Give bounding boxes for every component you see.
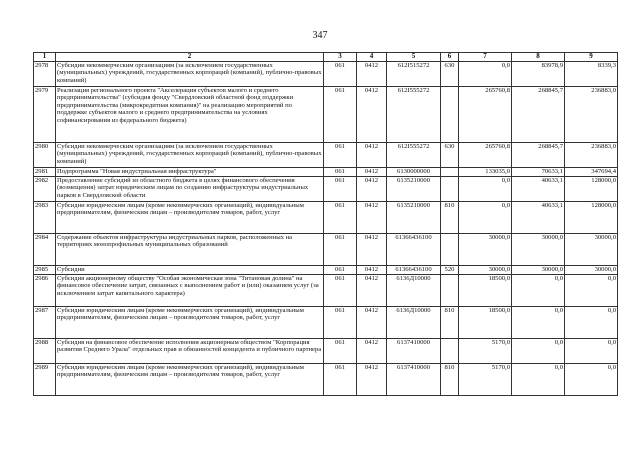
table-header-row	[34, 53, 618, 62]
row-code-ministry: 061	[324, 339, 357, 364]
row-number: 2980	[34, 143, 56, 168]
row-code-section: 0412	[357, 87, 387, 143]
row-amount-2: 0,0	[512, 275, 565, 307]
row-code-target: 612I555272	[387, 87, 441, 143]
row-number: 2982	[34, 177, 56, 202]
row-number: 2986	[34, 275, 56, 307]
row-code-ministry: 061	[324, 87, 357, 143]
row-name: Субсидии юридическим лицам (кроме некоммерческих организаций), индивидуальным предпринимателям, физическим лицам – производителям товаров, работ, услуг	[56, 202, 324, 234]
table-row	[34, 234, 618, 266]
header-cell: 9	[565, 53, 618, 62]
row-code-type: 630	[441, 143, 459, 168]
row-amount-3: 236883,0	[565, 87, 618, 143]
row-amount-3: 30000,0	[565, 266, 618, 275]
row-amount-3: 30000,0	[565, 234, 618, 266]
row-name: Реализация регионального проекта "Акселерация субъектов малого и среднего предпринимательства" (субсидия фонду "Свердловский областной фонд поддержки предпринимательства (микрокредитная компания)" на реализацию мероприятий по поддержке субъектов малого и среднего предпринимательства на условиях софинансирования из федерального бюджета)	[56, 87, 324, 143]
row-code-ministry: 061	[324, 62, 357, 87]
row-amount-2: 268845,7	[512, 87, 565, 143]
row-amount-1: 0,0	[459, 177, 512, 202]
row-amount-2: 0,0	[512, 307, 565, 339]
row-code-target: 61366436100	[387, 266, 441, 275]
row-number: 2987	[34, 307, 56, 339]
row-code-type: 810	[441, 202, 459, 234]
row-code-section: 0412	[357, 307, 387, 339]
table-row	[34, 177, 618, 202]
row-amount-3: 128000,0	[565, 202, 618, 234]
header-cell: 1	[34, 53, 56, 62]
row-code-section: 0412	[357, 62, 387, 87]
row-amount-1: 133035,0	[459, 168, 512, 177]
row-code-section: 0412	[357, 168, 387, 177]
row-code-section: 0412	[357, 143, 387, 168]
row-code-section: 0412	[357, 275, 387, 307]
row-code-section: 0412	[357, 177, 387, 202]
row-name: Субсидия акционерному обществу "Особая экономическая зона "Титановая долина" на финансовое обеспечение затрат, связанных с выполнением работ и (или) оказанием услуг (за исключением затрат капитального характера)	[56, 275, 324, 307]
row-amount-3: 347694,4	[565, 168, 618, 177]
row-amount-2: 30000,0	[512, 266, 565, 275]
table-row	[34, 62, 618, 87]
header-cell: 4	[357, 53, 387, 62]
row-amount-1: 0,0	[459, 202, 512, 234]
row-number: 2984	[34, 234, 56, 266]
table-row	[34, 87, 618, 143]
row-amount-3: 0,0	[565, 364, 618, 396]
table-row	[34, 168, 618, 177]
row-code-type	[441, 234, 459, 266]
row-code-type: 630	[441, 62, 459, 87]
budget-table	[33, 52, 618, 396]
row-name: Субсидии	[56, 266, 324, 275]
row-code-type	[441, 87, 459, 143]
row-amount-3: 128000,0	[565, 177, 618, 202]
row-name: Субсидия на финансовое обеспечение исполнения акционерным обществом "Корпорация развития Среднего Урала" отдельных прав и обязанностей концедента и публичного партнера	[56, 339, 324, 364]
row-amount-1: 18500,0	[459, 307, 512, 339]
row-code-type: 810	[441, 307, 459, 339]
row-amount-1: 30000,0	[459, 234, 512, 266]
row-code-type	[441, 177, 459, 202]
row-code-ministry: 061	[324, 275, 357, 307]
page-number: 347	[312, 30, 328, 41]
row-number: 2989	[34, 364, 56, 396]
row-amount-3: 0,0	[565, 307, 618, 339]
row-amount-3: 8339,3	[565, 62, 618, 87]
row-code-ministry: 061	[324, 177, 357, 202]
row-amount-1: 5170,0	[459, 364, 512, 396]
row-code-target: 612I555272	[387, 143, 441, 168]
header-cell: 6	[441, 53, 459, 62]
row-code-section: 0412	[357, 202, 387, 234]
table-row	[34, 307, 618, 339]
row-name: Субсидии юридическим лицам (кроме некоммерческих организаций), индивидуальным предпринимателям, физическим лицам – производителям товаров, работ, услуг	[56, 307, 324, 339]
row-amount-1: 0,0	[459, 62, 512, 87]
row-amount-2: 30000,0	[512, 234, 565, 266]
row-code-ministry: 061	[324, 234, 357, 266]
row-code-section: 0412	[357, 266, 387, 275]
row-code-section: 0412	[357, 364, 387, 396]
row-amount-2: 40633,1	[512, 177, 565, 202]
row-code-type	[441, 339, 459, 364]
row-code-ministry: 061	[324, 307, 357, 339]
row-name: Подпрограмма "Новая индустриальная инфраструктура"	[56, 168, 324, 177]
row-number: 2988	[34, 339, 56, 364]
row-code-ministry: 061	[324, 168, 357, 177]
row-name: Субсидии некоммерческим организациям (за исключением государственных (муниципальных) учреждений, государственных корпораций (компаний), публично-правовых компаний)	[56, 143, 324, 168]
table-row	[34, 266, 618, 275]
row-number: 2981	[34, 168, 56, 177]
row-name: Содержание объектов инфраструктуры индустриальных парков, расположенных на территориях монопрофильных муниципальных образований	[56, 234, 324, 266]
row-code-target: 6130000000	[387, 168, 441, 177]
row-name: Предоставление субсидий из областного бюджета в целях финансового обеспечения (возмещения) затрат юридическим лицам по созданию инфраструктуры индустриальных парков в Свердловской области	[56, 177, 324, 202]
header-cell: 5	[387, 53, 441, 62]
row-code-ministry: 061	[324, 364, 357, 396]
row-amount-2: 268845,7	[512, 143, 565, 168]
row-code-section: 0412	[357, 339, 387, 364]
row-code-ministry: 061	[324, 202, 357, 234]
row-amount-2: 70633,1	[512, 168, 565, 177]
row-code-target: 6136Д10000	[387, 275, 441, 307]
row-number: 2983	[34, 202, 56, 234]
row-amount-2: 83978,9	[512, 62, 565, 87]
table-row	[34, 339, 618, 364]
header-cell: 7	[459, 53, 512, 62]
row-amount-1: 30000,0	[459, 266, 512, 275]
row-code-ministry: 061	[324, 143, 357, 168]
row-amount-2: 40633,1	[512, 202, 565, 234]
row-amount-2: 0,0	[512, 339, 565, 364]
header-cell: 3	[324, 53, 357, 62]
row-code-type: 520	[441, 266, 459, 275]
table-row	[34, 143, 618, 168]
row-number: 2978	[34, 62, 56, 87]
row-code-section: 0412	[357, 234, 387, 266]
row-amount-3: 236883,0	[565, 143, 618, 168]
header-cell: 2	[56, 53, 324, 62]
table-row	[34, 275, 618, 307]
row-code-target: 61366436100	[387, 234, 441, 266]
row-code-target: 6137410000	[387, 364, 441, 396]
row-code-target: 6136Д10000	[387, 307, 441, 339]
row-code-target: 612I515272	[387, 62, 441, 87]
row-code-ministry: 061	[324, 266, 357, 275]
table-row	[34, 364, 618, 396]
row-amount-1: 5170,0	[459, 339, 512, 364]
row-amount-1: 265760,8	[459, 87, 512, 143]
header-cell: 8	[512, 53, 565, 62]
row-amount-1: 18500,0	[459, 275, 512, 307]
row-number: 2985	[34, 266, 56, 275]
row-amount-1: 265760,8	[459, 143, 512, 168]
row-name: Субсидии некоммерческим организациям (за исключением государственных (муниципальных) учреждений, государственных корпораций (компаний), публично-правовых компаний)	[56, 62, 324, 87]
row-amount-3: 0,0	[565, 275, 618, 307]
table-row	[34, 202, 618, 234]
row-code-type	[441, 275, 459, 307]
row-code-target: 6135210000	[387, 177, 441, 202]
row-amount-2: 0,0	[512, 364, 565, 396]
row-amount-3: 0,0	[565, 339, 618, 364]
row-code-target: 6137410000	[387, 339, 441, 364]
row-code-target: 6135210000	[387, 202, 441, 234]
row-code-type: 810	[441, 364, 459, 396]
row-number: 2979	[34, 87, 56, 143]
row-code-type	[441, 168, 459, 177]
row-name: Субсидии юридическим лицам (кроме некоммерческих организаций), индивидуальным предпринимателям, физическим лицам – производителям товаров, работ, услуг	[56, 364, 324, 396]
